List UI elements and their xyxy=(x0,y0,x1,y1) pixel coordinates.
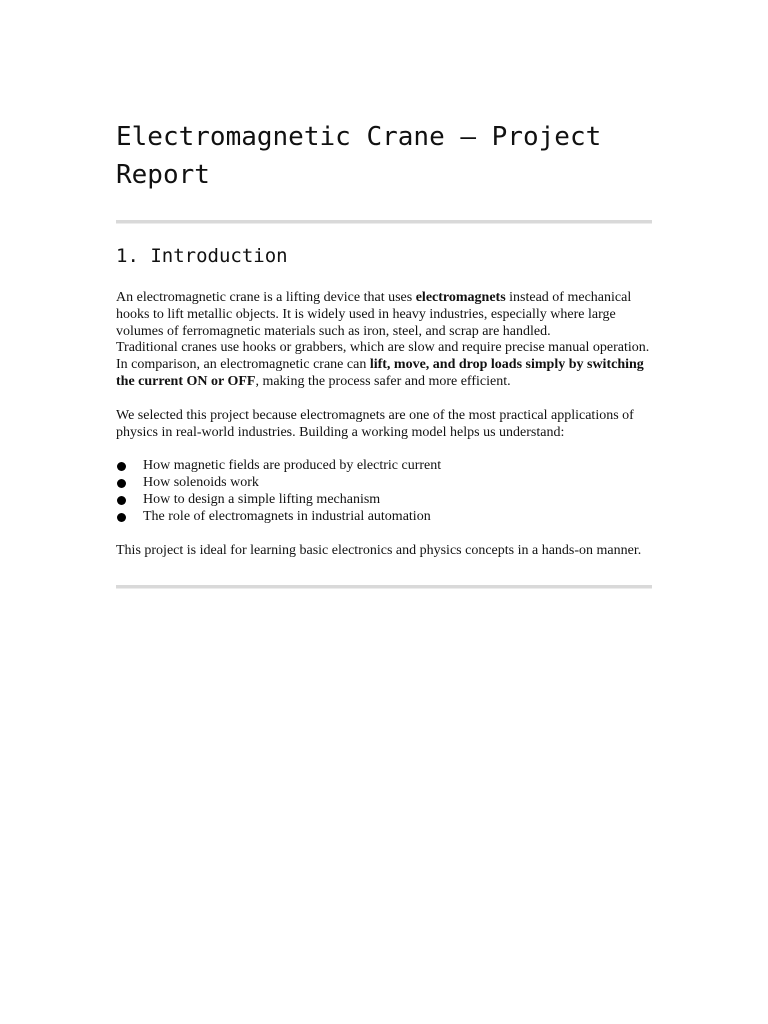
bold-text: electromagnets xyxy=(415,290,506,305)
list-item xyxy=(116,475,652,492)
list-item-text: How solenoids work xyxy=(143,475,259,491)
intro-paragraph-1 xyxy=(116,290,652,340)
bullet-list xyxy=(116,458,652,525)
intro-paragraph-3: We selected this project because electromagnets are one of the most practical applications of physics in real-world industries. Building a working model helps us understand: xyxy=(116,407,634,440)
text-run: instead of mechanical hooks to lift metallic objects. It is widely used in heavy industries, especially where large volumes of ferromagnetic materials such as iron, steel, and scrap are handled. xyxy=(116,290,632,339)
intro-paragraph-4: This project is ideal for learning basic electronics and physics concepts in a hands-on manner. xyxy=(116,542,642,558)
list-item-text: How to design a simple lifting mechanism xyxy=(143,491,381,507)
bullet-icon xyxy=(117,462,126,471)
bullet-icon xyxy=(117,513,126,522)
list-item-text: How magnetic fields are produced by electric current xyxy=(143,458,442,474)
horizontal-rule xyxy=(116,220,652,224)
text-run: Traditional cranes use hooks or grabbers, which are slow and require precise manual operation. In comparison, an electromagnetic crane can xyxy=(116,340,650,373)
horizontal-rule xyxy=(116,585,652,589)
bold-text: lift, move, and drop loads simply by switching the current ON or OFF xyxy=(116,357,644,389)
document-page xyxy=(116,118,652,589)
text-run: , making the process safer and more efficient. xyxy=(255,373,511,389)
bullet-icon xyxy=(117,479,126,488)
section-heading: 1. Introduction xyxy=(116,245,288,267)
list-item xyxy=(116,458,652,475)
document-title: Electromagnetic Crane – Project Report xyxy=(116,122,602,190)
text-run: An electromagnetic crane is a lifting device that uses xyxy=(116,290,416,305)
list-item-text: The role of electromagnets in industrial automation xyxy=(143,508,431,524)
list-item xyxy=(116,509,652,526)
intro-paragraph-2 xyxy=(116,340,652,390)
bullet-icon xyxy=(117,496,126,505)
list-item xyxy=(116,492,652,509)
